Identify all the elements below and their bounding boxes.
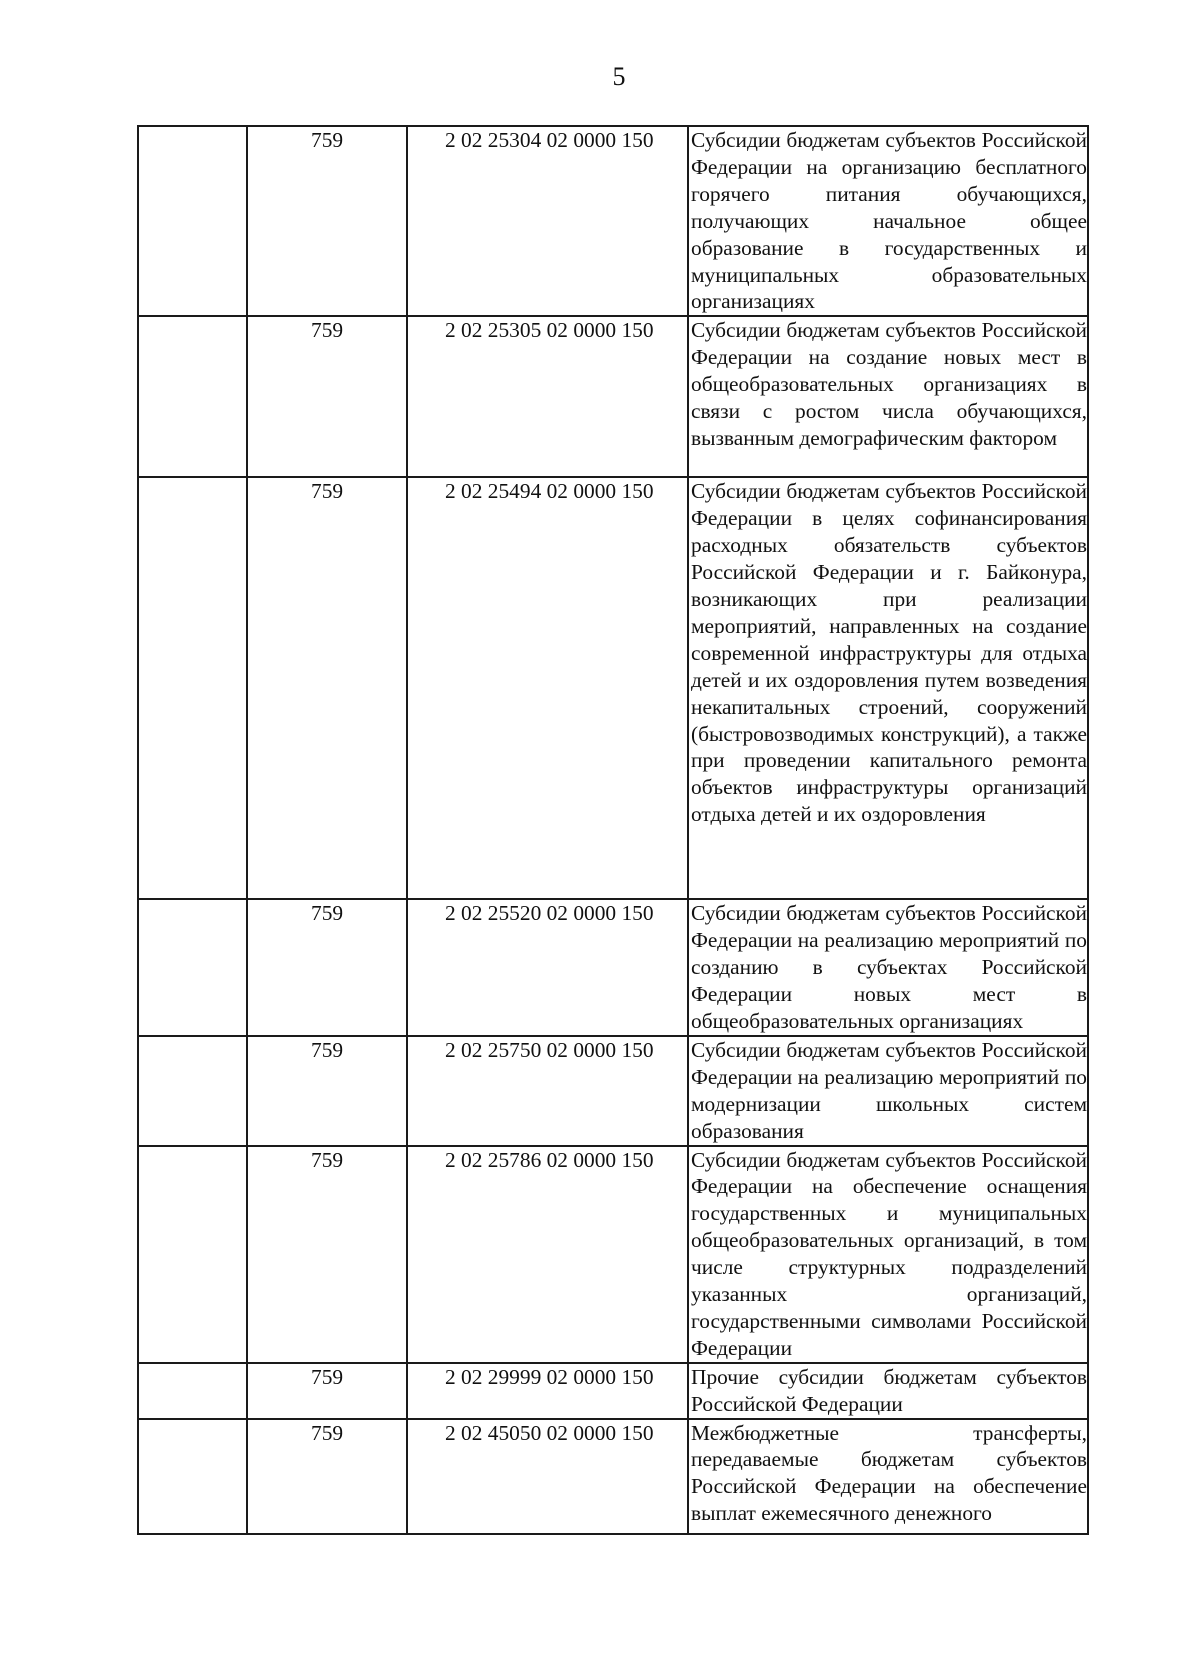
description-cell xyxy=(688,316,1088,477)
description-text: Субсидии бюджетам субъектов Российской Федерации на реализацию мероприятий по созданию в субъектах Российской Федерации новых мест в общеобразовательных организациях xyxy=(691,901,1087,1033)
description-text: Субсидии бюджетам субъектов Российской Федерации на реализацию мероприятий по модернизации школьных систем образования xyxy=(691,1037,1087,1143)
admin-code-cell: 759 xyxy=(247,1036,407,1146)
page-number: 5 xyxy=(612,62,626,91)
admin-code-cell: 759 xyxy=(247,899,407,1036)
classification-code-cell: 2 02 45050 02 0000 150 xyxy=(407,1419,688,1534)
table-row xyxy=(138,1146,1088,1363)
admin-code-cell: 759 xyxy=(247,477,407,899)
table-row xyxy=(138,1036,1088,1146)
table-row xyxy=(138,477,1088,899)
empty-cell xyxy=(138,1036,247,1146)
budget-classification-table xyxy=(137,125,1089,1535)
classification-code-cell: 2 02 25304 02 0000 150 xyxy=(407,126,688,316)
classification-code-cell: 2 02 25305 02 0000 150 xyxy=(407,316,688,477)
description-text: Субсидии бюджетам субъектов Российской Федерации на обеспечение оснащения государственных и муниципальных общеобразовательных организаций, в том числе структурных подразделений указанных организаций, государственными символами Российской Федерации xyxy=(691,1147,1087,1360)
empty-cell xyxy=(138,1363,247,1419)
classification-code-cell: 2 02 25786 02 0000 150 xyxy=(407,1146,688,1363)
empty-cell xyxy=(138,126,247,316)
description-text: Межбюджетные трансферты, передаваемые бюджетам субъектов Российской Федерации на обеспечение выплат ежемесячного денежного xyxy=(691,1420,1087,1526)
description-cell xyxy=(688,899,1088,1036)
classification-code-cell: 2 02 25750 02 0000 150 xyxy=(407,1036,688,1146)
description-cell xyxy=(688,126,1088,316)
description-cell xyxy=(688,1036,1088,1146)
table-row xyxy=(138,1363,1088,1419)
empty-cell xyxy=(138,477,247,899)
description-text: Субсидии бюджетам субъектов Российской Федерации в целях софинансирования расходных обязательств субъектов Российской Федерации и г. Байконура, возникающих при реализации мероприятий, направленных на создание современной инфраструктуры для отдыха детей и их оздоровления путем возведения некапитальных строений, сооружений (быстровозводимых конструкций), а также при проведении капитального ремонта объектов инфраструктуры организаций отдыха детей и их оздоровления xyxy=(691,479,1087,827)
admin-code-cell: 759 xyxy=(247,1146,407,1363)
description-cell xyxy=(688,1419,1088,1534)
empty-cell xyxy=(138,316,247,477)
classification-code-cell: 2 02 25494 02 0000 150 xyxy=(407,477,688,899)
empty-cell xyxy=(138,1419,247,1534)
empty-cell xyxy=(138,899,247,1036)
description-text: Субсидии бюджетам субъектов Российской Федерации на организацию бесплатного горячего питания обучающихся, получающих начальное общее образование в государственных и муниципальных образовательных организациях xyxy=(691,128,1087,314)
table-row xyxy=(138,316,1088,477)
table-row xyxy=(138,126,1088,316)
empty-cell xyxy=(138,1146,247,1363)
description-text: Прочие субсидии бюджетам субъектов Российской Федерации xyxy=(691,1364,1087,1416)
description-cell xyxy=(688,1146,1088,1363)
description-cell xyxy=(688,1363,1088,1419)
description-cell xyxy=(688,477,1088,899)
admin-code-cell: 759 xyxy=(247,1363,407,1419)
table-row xyxy=(138,899,1088,1036)
description-text: Субсидии бюджетам субъектов Российской Федерации на создание новых мест в общеобразовательных организациях в связи с ростом числа обучающихся, вызванным демографическим фактором xyxy=(691,318,1087,450)
table-row xyxy=(138,1419,1088,1534)
admin-code-cell: 759 xyxy=(247,1419,407,1534)
admin-code-cell: 759 xyxy=(247,126,407,316)
classification-code-cell: 2 02 29999 02 0000 150 xyxy=(407,1363,688,1419)
admin-code-cell: 759 xyxy=(247,316,407,477)
classification-code-cell: 2 02 25520 02 0000 150 xyxy=(407,899,688,1036)
